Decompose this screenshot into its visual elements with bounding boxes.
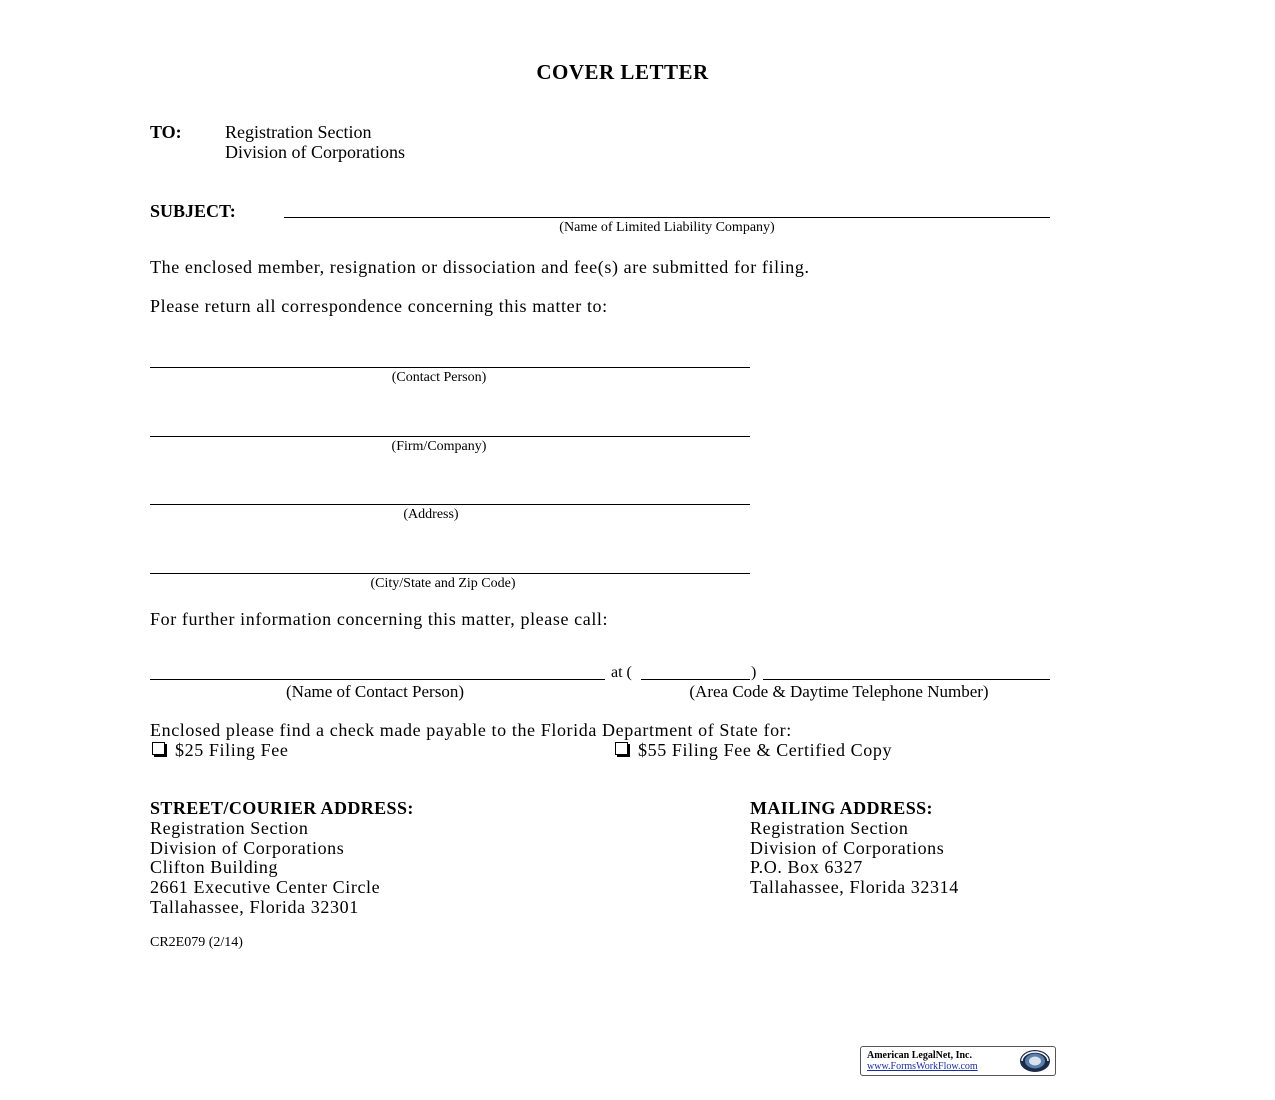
to-label: TO: <box>150 122 182 142</box>
to-line-1: Registration Section <box>225 122 372 142</box>
mailing-address-line: P.O. Box 6327 <box>750 857 863 877</box>
address-caption: (Address) <box>403 507 459 522</box>
checkbox-icon[interactable] <box>152 742 165 755</box>
telephone-line[interactable] <box>763 679 1050 680</box>
street-address-line: 2661 Executive Center Circle <box>150 877 381 897</box>
phone-caption: (Area Code & Daytime Telephone Number) <box>689 682 989 701</box>
firm-company-line[interactable] <box>150 436 750 437</box>
firm-company-caption: (Firm/Company) <box>391 439 487 454</box>
contact-person-caption: (Contact Person) <box>391 370 487 385</box>
page-title: COVER LETTER <box>536 60 709 84</box>
subject-label: SUBJECT: <box>150 201 236 221</box>
mailing-address-line: Tallahassee, Florida 32314 <box>750 877 959 897</box>
to-line-2: Division of Corporations <box>225 142 405 162</box>
further-info-paragraph: For further information concerning this matter, please call: <box>150 609 609 629</box>
mailing-address-line: Division of Corporations <box>750 838 945 858</box>
mailing-address-heading: MAILING ADDRESS: <box>750 798 933 818</box>
contact-name-line[interactable] <box>150 679 605 680</box>
city-state-zip-line[interactable] <box>150 573 750 574</box>
form-code: CR2E079 (2/14) <box>150 935 243 950</box>
check-paragraph: Enclosed please find a check made payable to the Florida Department of State for: <box>150 720 792 740</box>
street-address-line: Clifton Building <box>150 857 279 877</box>
footer-url[interactable]: www.FormsWorkFlow.com <box>867 1061 978 1072</box>
fee-option-55[interactable] <box>615 740 892 761</box>
close-paren: ) <box>751 664 757 681</box>
at-text: at ( <box>611 664 632 681</box>
footer-badge <box>860 1046 1056 1076</box>
subject-input-line[interactable] <box>284 217 1050 218</box>
fee-option-55-label: $55 Filing Fee & Certified Copy <box>638 740 893 760</box>
subject-caption: (Name of Limited Liability Company) <box>559 220 775 235</box>
fee-option-25-label: $25 Filing Fee <box>175 740 289 760</box>
enclosed-paragraph: The enclosed member, resignation or dissociation and fee(s) are submitted for filing. <box>150 257 810 277</box>
return-to-paragraph: Please return all correspondence concerning this matter to: <box>150 296 608 316</box>
checkbox-icon[interactable] <box>615 742 628 755</box>
contact-person-line[interactable] <box>150 367 750 368</box>
area-code-line[interactable] <box>641 679 750 680</box>
city-state-zip-caption: (City/State and Zip Code) <box>370 576 516 591</box>
mailing-address-line: Registration Section <box>750 818 909 838</box>
footer-brand: American LegalNet, Inc. <box>867 1050 972 1061</box>
contact-name-caption: (Name of Contact Person) <box>286 682 464 701</box>
street-address-line: Registration Section <box>150 818 309 838</box>
address-line[interactable] <box>150 504 750 505</box>
globe-icon <box>1018 1049 1052 1073</box>
street-address-line: Division of Corporations <box>150 838 345 858</box>
street-address-line: Tallahassee, Florida 32301 <box>150 897 359 917</box>
fee-option-25[interactable] <box>152 740 288 761</box>
street-address-heading: STREET/COURIER ADDRESS: <box>150 798 414 818</box>
